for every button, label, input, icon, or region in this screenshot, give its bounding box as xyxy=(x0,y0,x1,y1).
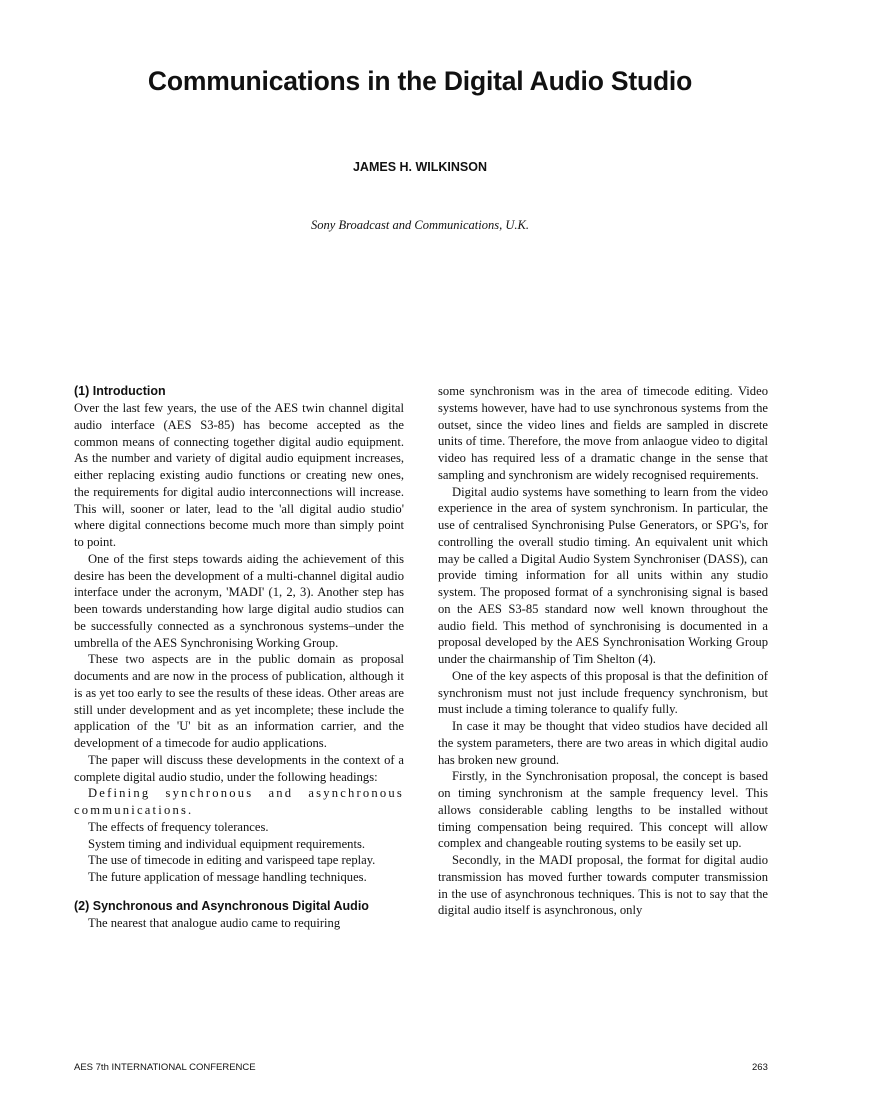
paragraph: The nearest that analogue audio came to requiring xyxy=(88,915,341,930)
paragraph: Digital audio systems have something to learn from the video experience in the area of system synchronism. In particular, the use of centralised Synchronising Pulse Generators, or SPG's, for controlling the overall studio timing. An equivalent unit which may be called a Digital Audio System Synchroniser (DASS), can provide timing information for all units within any studio system. The proposed format of a synchronising signal is based on the AES S3-85 standard now well known throughout the audio field. This method of synchronising is documented in a proposal developed by the AES Synchronisation Working Group under the chairmanship of Tim Shelton (4). xyxy=(438,484,768,666)
heading-list-item: The effects of frequency tolerances. xyxy=(88,819,269,834)
page-number: 263 xyxy=(752,1062,768,1073)
section-heading-introduction: (1) Introduction xyxy=(74,384,166,398)
paragraph: These two aspects are in the public domain as proposal documents and are now in the process of publication, although it is as yet too early to see the results of these ideas. Other areas are still under development and as yet incomplete; these include the application of the 'U' bit as an information carrier, and the development of a timecode for audio applications. xyxy=(74,652,404,750)
heading-list-item: System timing and individual equipment requirements. xyxy=(88,836,366,851)
heading-list-item: Defining synchronous and asynchronous communications. xyxy=(74,786,404,817)
paragraph: some synchronism was in the area of timecode editing. Video systems however, have had to use synchronous systems from the outset, since the video lines and fields are sampled in discrete units of time. Therefore, the move from anlaogue video to digital video has required less of a dramatic change in the sense that sampling and synchronism are widely recognised requirements. xyxy=(438,384,768,482)
paragraph: One of the first steps towards aiding the achievement of this desire has been the development of a multi-channel digital audio interface under the acronym, 'MADI' (1, 2, 3). Another step has been towards understanding how large digital audio studios can be successfully connected as a synchronous systems–under the umbrella of the AES Synchronising Working Group. xyxy=(74,551,404,650)
section-heading-synchronous: (2) Synchronous and Asynchronous Digital Audio xyxy=(74,898,369,913)
author-name: JAMES H. WILKINSON xyxy=(352,160,488,174)
author-affiliation: Sony Broadcast and Communications, U.K. xyxy=(311,218,529,232)
paragraph: Over the last few years, the use of the AES twin channel digital audio interface (AES S3-85) has become accepted as the common means of connecting together digital audio equipment. As the number and variety of digital audio equipment increases, either replacing existing audio functions or creating new ones, the requirements for digital audio interconnections will increase. This will, sooner or later, lead to the 'all digital audio studio' where digital connections become much more than simply point to point. xyxy=(74,401,404,549)
left-column xyxy=(74,383,404,932)
paragraph: One of the key aspects of this proposal is that the definition of synchronism must not just include frequency synchronism, but must include a timing tolerance to qualify fully. xyxy=(438,668,768,717)
paragraph: Firstly, in the Synchronisation proposal, the concept is based on timing synchronism at the sample frequency level. This allows considerable cabling lengths to be installed without timing compensation being required. This concept will allow complex and changeable routing systems to be easily set up. xyxy=(438,769,768,851)
footer-conference: AES 7th INTERNATIONAL CONFERENCE xyxy=(74,1062,256,1073)
right-column xyxy=(438,383,768,919)
heading-list-item: The use of timecode in editing and varispeed tape replay. xyxy=(88,853,376,868)
heading-list-item: The future application of message handling techniques. xyxy=(88,870,367,884)
paragraph: The paper will discuss these developments in the context of a complete digital audio studio, under the following headings: xyxy=(74,752,404,784)
paragraph: Secondly, in the MADI proposal, the format for digital audio transmission has moved further towards computer transmission in the use of asynchronous techniques. This is not to say that the digital audio itself is asynchronous, only xyxy=(438,853,768,918)
paper-title: Communications in the Digital Audio Studio xyxy=(147,66,693,96)
paragraph: In case it may be thought that video studios have decided all the system parameters, there are two areas in which digital audio has broken new ground. xyxy=(438,719,768,767)
